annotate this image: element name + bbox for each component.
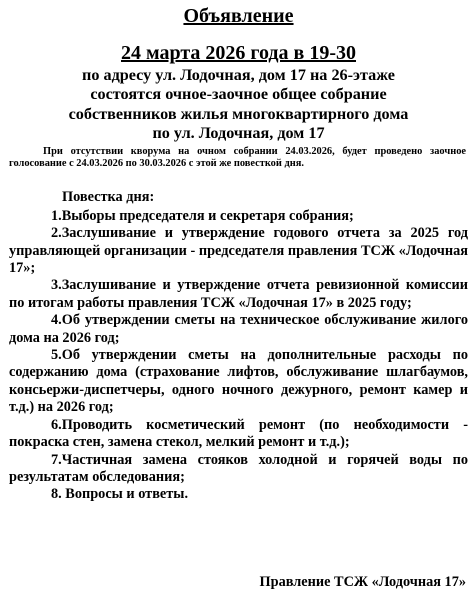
meeting-intro — [9, 66, 468, 144]
notice-title: Объявление — [183, 5, 294, 27]
agenda-list — [9, 208, 468, 504]
agenda-item: 4.Об утверждении сметы на техническое обслуживание жилого дома на 2026 год; — [9, 312, 468, 346]
meeting-date: 24 марта 2026 года в 19-30 — [121, 42, 356, 64]
agenda-item: 6.Проводить косметический ремонт (по необходимости - покраска стен, замена стекол, мелкий ремонт и т.д.); — [9, 416, 468, 451]
signature: Правление ТСЖ «Лодочная 17» — [259, 574, 466, 590]
intro-line-owners: собственников жилья многоквартирного дома — [68, 104, 409, 123]
intro-line-meeting: состоятся очное-заочное общее собрание — [90, 85, 387, 104]
agenda-title: Повестка дня: — [62, 188, 155, 205]
agenda-item: 2.Заслушивание и утверждение годового отчета за 2025 год управляющей организации - председателя правления ТСЖ «Лодочная 17»; — [9, 225, 468, 277]
quorum-note: При отсутствии кворума на очном собрании 24.03.2026, будет проведено заочное голосование с 24.03.2026 по 30.03.2026 с этой же повесткой дня. — [9, 145, 466, 170]
agenda-item: 7.Частичная замена стояков холодной и горячей воды по результатам обследования; — [9, 451, 468, 485]
agenda-item: 1.Выборы председателя и секретаря собрания; — [51, 207, 354, 224]
agenda-item: 5.Об утверждении сметы на дополнительные расходы по содержанию дома (страхование лифтов, обслуживание шлагбаумов, консьержи-диспетчеры, одного ночного дежурного, ремонт камер и т.д.) на 2026 год; — [9, 347, 468, 416]
intro-line-street: по ул. Лодочная, дом 17 — [152, 124, 325, 143]
agenda-item: 3.Заслушивание и утверждение отчета ревизионной комиссии по итогам работы правления ТСЖ «Лодочная 17» в 2025 году; — [9, 277, 468, 311]
intro-line-address: по адресу ул. Лодочная, дом 17 на 26-этаже — [82, 66, 395, 84]
agenda-item: 8. Вопросы и ответы. — [51, 486, 189, 503]
